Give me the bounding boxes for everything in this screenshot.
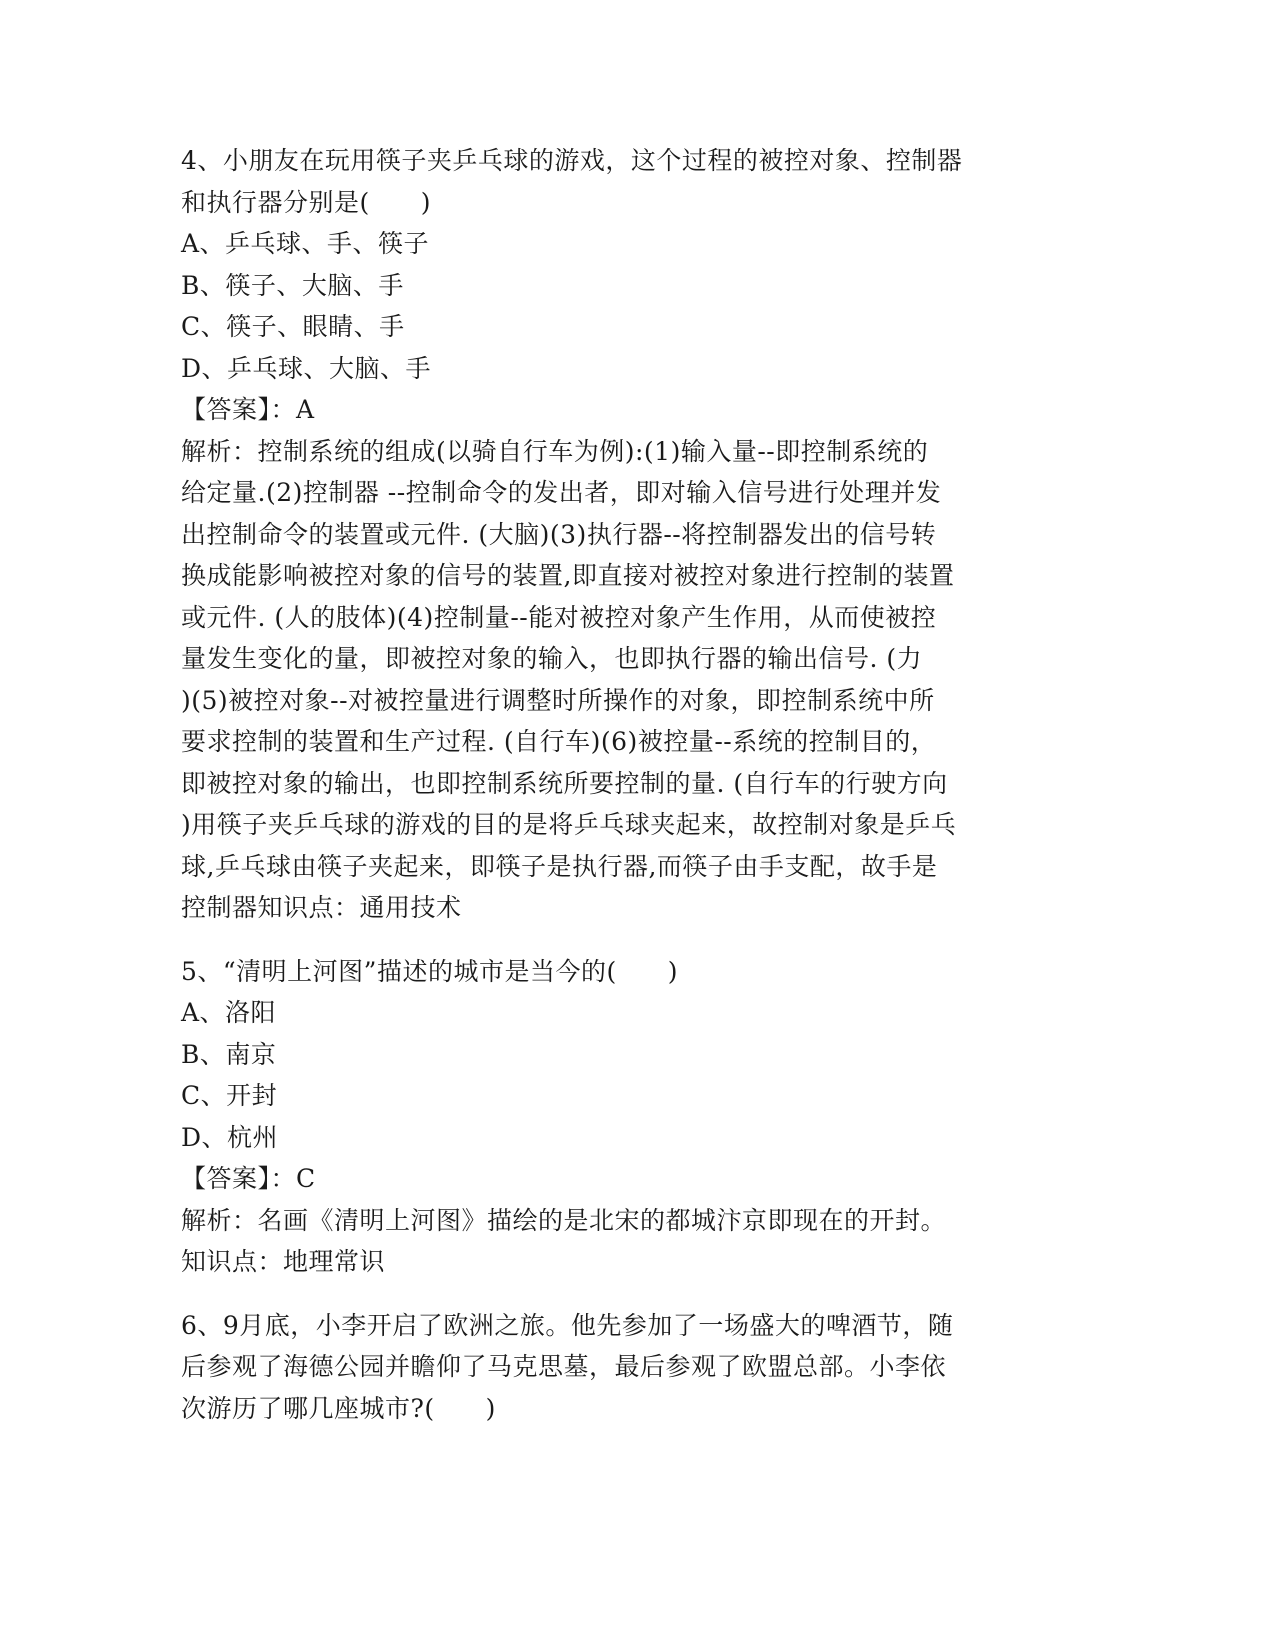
- question-5: [181, 951, 1041, 1283]
- question-stem: 5、“清明上河图”描述的城市是当今的( ): [181, 956, 678, 986]
- question-stem: 和执行器分别是( ): [181, 187, 432, 217]
- analysis-line: 球,乒乓球由筷子夹起来，即筷子是执行器,而筷子由手支配，故手是: [181, 851, 938, 881]
- option-c: C、开封: [181, 1081, 278, 1110]
- question-stem: 4、小朋友在玩用筷子夹乒乓球的游戏，这个过程的被控对象、控制器: [181, 146, 963, 175]
- analysis-line: 控制器知识点：通用技术: [181, 893, 462, 922]
- document-page: [181, 140, 1041, 1429]
- analysis-line: 解析：控制系统的组成(以骑自行车为例):(1)输入量--即控制系统的: [181, 436, 929, 466]
- analysis-line: 给定量.(2)控制器 --控制命令的发出者，即对输入信号进行处理并发: [181, 478, 942, 507]
- option-a: A、乒乓球、手、筷子: [181, 229, 430, 258]
- analysis-line: 即被控对象的输出，也即控制系统所要控制的量. (自行车的行驶方向: [181, 768, 948, 798]
- analysis-line: )用筷子夹乒乓球的游戏的目的是将乒乓球夹起来，故控制对象是乒乓: [181, 810, 957, 839]
- option-d: D、杭州: [181, 1122, 279, 1152]
- option-b: B、南京: [181, 1039, 277, 1069]
- option-c: C、筷子、眼睛、手: [181, 312, 405, 341]
- analysis-line: 换成能影响被控对象的信号的装置,即直接对被控对象进行控制的装置: [181, 561, 955, 590]
- question-spacer: [181, 1283, 1041, 1305]
- option-d: D、乒乓球、大脑、手: [181, 353, 432, 383]
- answer: 【答案】：A: [181, 395, 315, 424]
- analysis-line: 出控制命令的装置或元件. (大脑)(3)执行器--将控制器发出的信号转: [181, 519, 937, 549]
- analysis-line: 知识点：地理常识: [181, 1247, 386, 1276]
- analysis-line: 或元件. (人的肢体)(4)控制量--能对被控对象产生作用，从而使被控: [181, 602, 937, 632]
- question-4: [181, 140, 1041, 929]
- answer: 【答案】：C: [181, 1164, 316, 1193]
- question-stem: 6、9月底，小李开启了欧洲之旅。他先参加了一场盛大的啤酒节，随: [181, 1310, 954, 1340]
- question-stem: 后参观了海德公园并瞻仰了马克思墓，最后参观了欧盟总部。小李依: [181, 1352, 947, 1381]
- question-stem: 次游历了哪几座城市?( ): [181, 1393, 496, 1423]
- question-6: [181, 1305, 1041, 1430]
- analysis-line: 要求控制的装置和生产过程. (自行车)(6)被控量--系统的控制目的，: [181, 727, 937, 756]
- option-b: B、筷子、大脑、手: [181, 270, 404, 300]
- analysis-line: 解析：名画《清明上河图》描绘的是北宋的都城汴京即现在的开封。: [181, 1205, 947, 1235]
- option-a: A、洛阳: [181, 998, 277, 1027]
- analysis-line: )(5)被控对象--对被控量进行调整时所操作的对象，即控制系统中所: [181, 685, 935, 715]
- analysis-line: 量发生变化的量，即被控对象的输入，也即执行器的输出信号. (力: [181, 644, 923, 673]
- question-spacer: [181, 929, 1041, 951]
